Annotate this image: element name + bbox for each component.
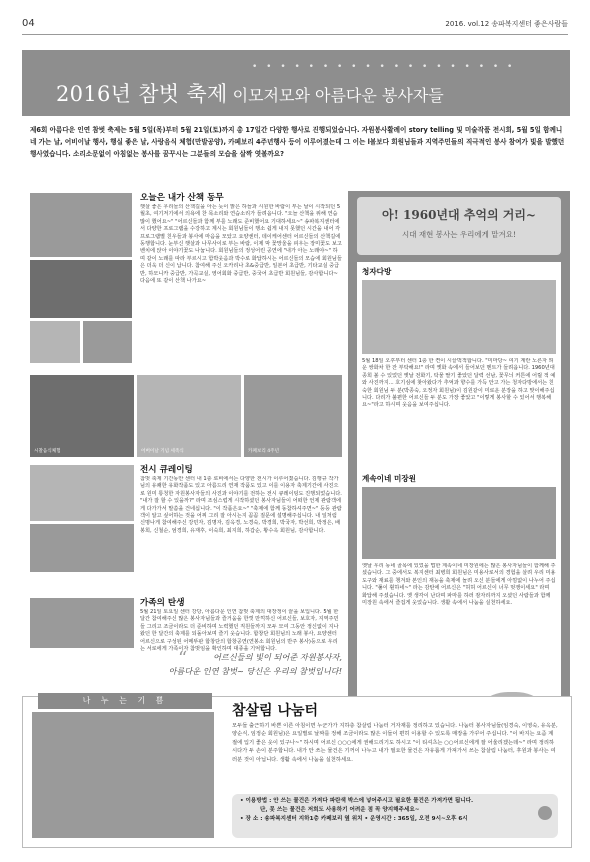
- closing-quote: [150, 652, 342, 677]
- sharing-body: 모두들 출근하기 바쁜 이른 아침이면 누군가가 지하층 참살림 나눔터 거자재를 정리하고 있습니다. 나눔터 봉사자님들(임경숙, 이영숙, 유옥분, 양순식, 임정순 회원님)은 요일별로 날짜를 정해 조금이라도 많은 이들이 편히 이용할 수 있도록 매장을 가꾸어 주십니다. "이 바지는 요즘 계절에 입기 좋은 옷이 있구나~" 하시며 어르신 ○○○에게 권해드리기도 하시고 "이 티셔츠는 ○○어르신에게 잘 어울리겠는데~" 라며 정리하시다가 두 손이 분주합니다. 내가 안 쓰는 물건은 기꺼이 나누고 내가 필요한 물건은 자유롭게 가져가서 쓰는 참살림 나눔터, 후원과 봉사는 여러분 것이 아닙니다. 생활 속에서 나눔을 실천하세요.: [232, 723, 558, 763]
- sharing-label: 나 누 는 기 쁨: [38, 693, 212, 709]
- photo-footwash: [137, 375, 241, 457]
- quote-line-1: 어르신들의 빛이 되어준 자원봉사자,: [212, 652, 342, 662]
- info-text: [240, 797, 552, 825]
- photo-food: [30, 375, 134, 457]
- photo-volunteers: [32, 712, 214, 838]
- photo-choir: [30, 598, 134, 648]
- info-usage: • 이용방법 : 안 쓰는 물건은 가져다 파란색 박스에 넣어주시고 필요한 물건은 가져가면 됩니다.: [240, 798, 474, 804]
- banner-title-sub: 이모저모와 아름다운 봉사자들: [232, 86, 444, 105]
- photo-walk-1: [30, 193, 132, 257]
- title-banner: [22, 50, 570, 116]
- article1-title: 오늘은 내가 산책 동무: [140, 193, 224, 203]
- sharing-title: 참살림 나눔터: [232, 703, 319, 719]
- banner-title-main: 2016년 참벗 축제: [56, 82, 228, 106]
- photo-walk-2: [30, 260, 132, 318]
- info-note: 단, 못 쓰는 물건은 저희도 사용하기 어려운 점 꼭 양지해주세요~: [260, 807, 420, 814]
- sidebar-header: [357, 197, 561, 255]
- photo-dabang: [362, 280, 556, 354]
- photo-caption: 시찰음식체험: [34, 449, 61, 454]
- sidebar-section1-title: 청자다방: [362, 267, 392, 276]
- info-location: • 장 소 : 송파복지센터 지하1층 카페보리 옆 위치 • 운영시간 : 365일, 오전 9시~오후 6시: [240, 816, 468, 823]
- article1-body: 햇살 좋은 우리들의 산책길을 아는 듯이 맑은 하늘과 시원한 바람이 부는 날이 시작되던 5월초, 여기저기에서 의욕에 찬 목소리와 연습소리가 들려옵니다. "오늘 산책을 위해 연습 많이 했어요~" "어르신들과 함께 부를 노래도 준비했어요 기대하세요~" 송파복지센터에서 다양한 프로그램을 수강하고 계시는 회원님들이 행소 쉽게 내지 못했던 시간을 내어 각 프로그램별 친우들과 봉사에 마음을 모았고 요양센터, 데이케어센터 어르신들의 산책길에 동행합니다. 눈부신 햇살과 나무사이로 부는 바람, 이제 막 꽃망울을 피우는 장미꽃도 보고 벤치에 앉아 이야기꽃도 나눕니다. 회원님들의 정성어린 공연에 "내가 아는 노래야~" 하며 같이 노래를 따라 부르시고 함박웃음과 박수로 화답하시는 어르신들의 모습에 회원님들은 더욱 더 신이 납니다. 참여해 주신 오카리나 초&중급반, 일본어 초급반, 기타교실 중급반, 하모니카 중급반, 가곡교실, 영어회화 중급반, 중국어 초급반 회원님들, 감사합니다~ 다음에 또 같이 산책 나가요~: [140, 204, 342, 285]
- photo-walk-3: [30, 321, 80, 363]
- sidebar-section1-body: 5월 18일 오후부터 센터 1층 한 켠이 시끌벅적합니다. "미마당~ 여기 계란 노른자 띄운 쌍화차 한 잔 부탁해요!" 라며 옛화 속에서 들어보던 멘트가 들려옵니다. 1960년대 종희 볼 수 있었던 옛날 전화기, 탁물 딸기 좋았던 달력 선남, 꽃무늬 커튼에 어릴 적 예와 사진까지... 호기심에 찾아왔다가 추억과 향수를 가득 안고 가는 청자다방에서는 친숙한 회원님 두 분(박종숙, 오정자 회원님)이 김원같이 미로운 분장을 하고 맞이해주십니다. 다리가 불편한 어르신들 두 분도 가장 좋았고 "이렇게 봉사할 수 있어서 행복해요~"라고 하시며 웃음을 보여주십니다.: [362, 358, 556, 409]
- heart-icon: [538, 806, 552, 820]
- sidebar-section2-body: 옛날 우리 동네 골목에 있었을 법한 계속이네 미장원에는 많은 봉사자님들이 함께해 주셨습니다. 그 중에서도 복지센터 최병희 회원님은 미용사로서의 경험을 살려 우리 미용도구와 재료를 챙겨와 본인의 재능을 축제에 놀려 오신 분들에게 아낌없이 나누어 주십니다. "풀이 훤하네~" 라는 감탄에 어르신은 "허허 어르신이 너무 멋쟁이세요" 라며 화답해 주셨습니다. 옛 생각이 난다며 파마를 하러 잠자리까지 오셨던 사람들과 함께 미장원 속에서 즐겁게 웃었습니다. 생활 속에서 나눔을 실천하세요.: [362, 563, 556, 607]
- sidebar-subheadline: 시대 재현 봉사는 우리에게 맡겨요!: [402, 230, 516, 239]
- article2-body: 참벗 축제 기간동안 센터 내 1층 로비에서는 다양한 전시가 이루어졌습니다. 김행규 작가님의 유쾌한 유화작품도 있고 아름드리 연재 작품도 있고 이를 이용자 축제기간에 사진으로 원미 통청한 자원봉사자들의 사진과 이야기를 전하는 전시 큐레이팅도 진행되었습니다. "내가 잘 할 수 있을까?" 라며 조심스럽게 시작하셨던 봉사자님들이 어떠한 언제 관람객에게 다가가서 말씀을 건네십니다. "이 작품은요~" "축제에 함께 동참하셔주면~" 등등 관람객이 알고 싶어하는 것을 어찌 그리 잘 아시는지 꼼꼼 질문에 설명해주십니다. 내 일처럼 신명나게 참여해주신 강민자, 김명자, 김옥경, 노경숙, 박경희, 박국자, 박선희, 박정은, 배봉희, 신철순, 엄경희, 유재후, 이숙희, 최지희, 하갑순, 황수옥 회원님, 감사합니다.: [140, 476, 342, 534]
- article2-title: 전시 큐레이팅: [140, 465, 193, 475]
- article3-title: 가족의 탄생: [140, 598, 185, 608]
- sidebar-headline: 아! 1960년대 추억의 거리~: [382, 208, 536, 222]
- article3-body: 5월 21일 토요일 센터 강당, 아름다운 인연 참벗 축제의 대장정이 끝을 보입니다. 5월 한 달간 참여해주신 많은 봉사자님들과 즐거움을 한껏 만끽하신 어르신들, 보호자, 지역주민들 그리고 조금이라도 더 준비하며 노력했던 직원들까지 모두 모여 그동안 정신없이 지나왔던 한 달간의 축제를 되돌아보며 즐기 웃습니다. 합창단 회원님의 노래 봉사, 요양센터 어르신으로 구성된 어메뚜판 합창단의 합창공연(연봉소 회원님의 반주 봉사)등으로 우리는 서로에게 가족이자 참벗임을 확인하며 대종을 기억합니다.: [140, 609, 339, 653]
- header-rule: [22, 34, 568, 35]
- sidebar-section2-title: 계속이네 미장원: [362, 474, 416, 483]
- banner-title: [56, 78, 444, 108]
- issue-header: 2016. vol.12 송파복지센터 좋은사람들: [445, 20, 568, 28]
- photo-exhibit-2: [30, 524, 134, 572]
- photo-salon: [362, 487, 556, 559]
- photo-walk-4: [83, 321, 132, 363]
- photo-caption: 어버이날 기념 세족식: [141, 449, 184, 454]
- page-number: 04: [22, 18, 35, 29]
- photo-cafe: [244, 375, 342, 457]
- photo-caption: 카페보리 4주년: [248, 449, 280, 454]
- photo-exhibit-1: [30, 465, 134, 521]
- quote-mark-icon: “: [178, 648, 188, 669]
- intro-paragraph: 제6회 아름다운 인연 참벗 축제는 5월 5일(목)부터 5월 21일(토)까지 총 17일간 다양한 행사로 진행되었습니다. 자원봉사활례이 story telling 및 미술작품 전시회, 5월 5일 함께니네 가는 날, 어비이날 행사, 행실 좋은 날, 사랑음식 체험(만발공양), 카페보리 4주년행사 등이 이루어졌는데 그 이는 l볼보다 회원님들과 지역주민들의 직극적인 봉사 참여가 빛을 발했던 행사였습니다. 소리소문없이 아침없는 봉사를 꿈꾸시는 그분들의 모습을 살짝 엿볼까요?: [30, 126, 565, 158]
- banner-dot-pattern: • • • • • • • • • • • • • • • • • • •: [252, 62, 516, 72]
- quote-line-2: 아름다운 인연 참벗~ 당신은 우리의 참벗입니다!: [168, 666, 342, 676]
